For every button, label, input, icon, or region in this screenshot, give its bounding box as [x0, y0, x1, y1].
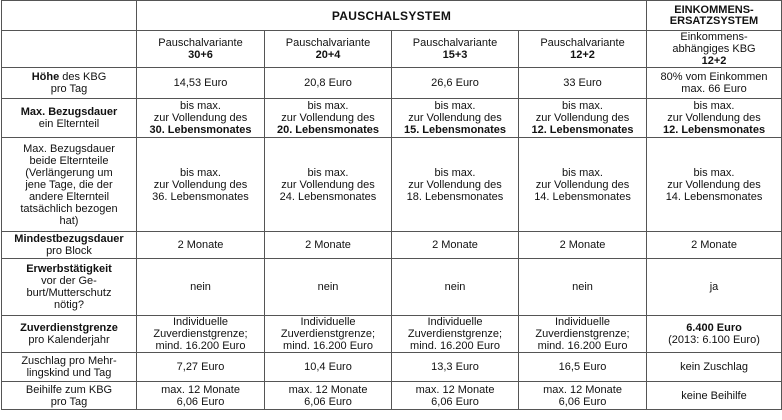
variant-header-20-4: Pauschalvariante 20+4 — [265, 31, 392, 68]
variant-header-15-3: Pauschalvariante 15+3 — [392, 31, 519, 68]
table-cell: 20,8 Euro — [265, 68, 392, 99]
table-row-beihilfe — [2, 382, 782, 410]
table-row-hoehe — [2, 68, 782, 99]
table-cell: 14,53 Euro — [137, 68, 265, 99]
table-cell: 10,4 Euro — [265, 353, 392, 382]
table-row-zuverdienstgrenze — [2, 316, 782, 353]
row-label-hoehe: Höhe des KBG pro Tag — [2, 68, 137, 99]
table-cell: keine Beihilfe — [647, 382, 782, 410]
row-label-erwerbstaetigkeit: Erwerbstätigkeit vor der Ge- burt/Mutterschutz nötig? — [2, 259, 137, 316]
table-cell: bis max. zur Vollendung des 36. Lebensmonates — [137, 138, 265, 232]
table-cell: 26,6 Euro — [392, 68, 519, 99]
table-cell: 7,27 Euro — [137, 353, 265, 382]
table-cell: Individuelle Zuverdienstgrenze; mind. 16.200 Euro — [392, 316, 519, 353]
table-cell: bis max. zur Vollendung des 20. Lebensmonates — [265, 99, 392, 138]
table-cell: 2 Monate — [137, 232, 265, 259]
table-cell: Individuelle Zuverdienstgrenze; mind. 16.200 Euro — [519, 316, 647, 353]
table-cell: max. 12 Monate 6,06 Euro — [137, 382, 265, 410]
table-cell: bis max. zur Vollendung des 14. Lebensmonates — [519, 138, 647, 232]
table-cell: bis max. zur Vollendung des 24. Lebensmonates — [265, 138, 392, 232]
table-cell: 33 Euro — [519, 68, 647, 99]
row-label-mindestbezugsdauer: Mindestbezugsdauer pro Block — [2, 232, 137, 259]
table-row-erwerbstaetigkeit — [2, 259, 782, 316]
table-cell: nein — [265, 259, 392, 316]
table-cell: bis max. zur Vollendung des 14. Lebensmonates — [647, 138, 782, 232]
table-row-zuschlag — [2, 353, 782, 382]
table-cell: 13,3 Euro — [392, 353, 519, 382]
table-cell: bis max. zur Vollendung des 12. Lebensmonates — [647, 99, 782, 138]
table-cell: bis max. zur Vollendung des 30. Lebensmonates — [137, 99, 265, 138]
group-header-einkommensersatzsystem: EINKOMMENS- ERSATZSYSTEM — [647, 1, 782, 31]
row-label-max-bezugsdauer-ein: Max. Bezugsdauer ein Elternteil — [2, 99, 137, 138]
group-header-pauschalsystem: PAUSCHALSYSTEM — [137, 1, 647, 31]
corner-cell — [2, 1, 137, 31]
table-cell: max. 12 Monate 6,06 Euro — [265, 382, 392, 410]
table-cell: 16,5 Euro — [519, 353, 647, 382]
table-cell: max. 12 Monate 6,06 Euro — [519, 382, 647, 410]
table-cell: nein — [392, 259, 519, 316]
table-cell: 2 Monate — [647, 232, 782, 259]
table-cell: Individuelle Zuverdienstgrenze; mind. 16.200 Euro — [137, 316, 265, 353]
table-header-row — [2, 1, 782, 31]
variant-header-12-2: Pauschalvariante 12+2 — [519, 31, 647, 68]
table-cell: 80% vom Einkommen max. 66 Euro — [647, 68, 782, 99]
variant-header-30-6: Pauschalvariante 30+6 — [137, 31, 265, 68]
row-label-max-bezugsdauer-beide: Max. Bezugsdauer beide Elternteile (Verlängerung um jene Tage, die der andere Elternteil tatsächlich bezogen hat) — [2, 138, 137, 232]
table-cell: 2 Monate — [519, 232, 647, 259]
table-cell: Individuelle Zuverdienstgrenze; mind. 16.200 Euro — [265, 316, 392, 353]
variant-header-row — [2, 31, 782, 68]
table-cell: max. 12 Monate 6,06 Euro — [392, 382, 519, 410]
table-row-max-bezugsdauer-beide — [2, 138, 782, 232]
table-cell: bis max. zur Vollendung des 18. Lebensmonates — [392, 138, 519, 232]
table-cell: bis max. zur Vollendung des 12. Lebensmonates — [519, 99, 647, 138]
table-row-max-bezugsdauer-ein — [2, 99, 782, 138]
table-cell: 6.400 Euro (2013: 6.100 Euro) — [647, 316, 782, 353]
table-cell: kein Zuschlag — [647, 353, 782, 382]
row-label-zuverdienstgrenze: Zuverdienstgrenze pro Kalenderjahr — [2, 316, 137, 353]
table-cell: nein — [137, 259, 265, 316]
kbg-comparison-table — [1, 0, 782, 410]
table-cell: bis max. zur Vollendung des 15. Lebensmonates — [392, 99, 519, 138]
variant-header-einkommen-12-2: Einkommens- abhängiges KBG 12+2 — [647, 31, 782, 68]
table-row-mindestbezugsdauer — [2, 232, 782, 259]
row-label-zuschlag: Zuschlag pro Mehr- lingskind und Tag — [2, 353, 137, 382]
table-cell: nein — [519, 259, 647, 316]
row-label-beihilfe: Beihilfe zum KBG pro Tag — [2, 382, 137, 410]
table-cell: ja — [647, 259, 782, 316]
table-cell: 2 Monate — [265, 232, 392, 259]
variant-label-cell — [2, 31, 137, 68]
table-cell: 2 Monate — [392, 232, 519, 259]
